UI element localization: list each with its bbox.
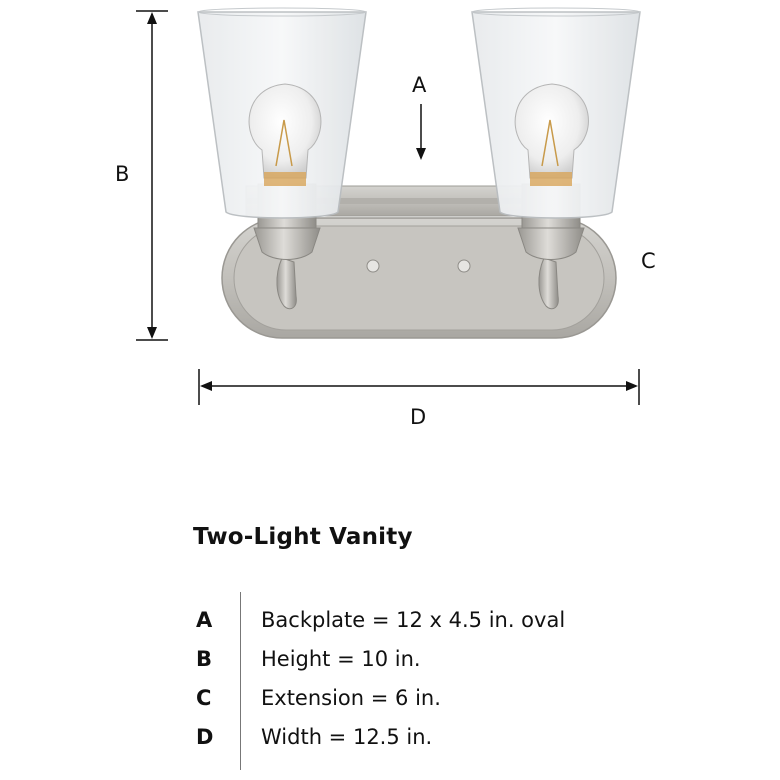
dimension-d-line (199, 369, 639, 405)
spec-letter: D (196, 725, 214, 749)
spec-letter: B (196, 647, 213, 671)
spec-text: Backplate = 12 x 4.5 in. oval (261, 608, 566, 632)
spec-row-a (190, 608, 710, 638)
left-glass-shade (198, 8, 366, 218)
dimension-label-b: B (115, 162, 130, 186)
spec-letter: A (196, 608, 213, 632)
dimension-label-d: D (410, 405, 427, 429)
spec-text: Width = 12.5 in. (261, 725, 433, 749)
dimension-a-arrow (416, 104, 426, 160)
spec-table (190, 592, 710, 772)
spec-text: Height = 10 in. (261, 647, 421, 671)
dimension-label-c: C (641, 249, 656, 273)
product-title: Two-Light Vanity (193, 524, 413, 550)
right-glass-shade (472, 8, 640, 218)
spec-row-b (190, 647, 710, 677)
spec-text: Extension = 6 in. (261, 686, 441, 710)
spec-letter: C (196, 686, 212, 710)
mounting-screw-right (458, 260, 470, 272)
spec-row-c (190, 686, 710, 716)
dimension-label-a: A (412, 73, 427, 97)
mounting-screw-left (367, 260, 379, 272)
dimension-b-line (136, 11, 168, 340)
spec-row-d (190, 725, 710, 755)
